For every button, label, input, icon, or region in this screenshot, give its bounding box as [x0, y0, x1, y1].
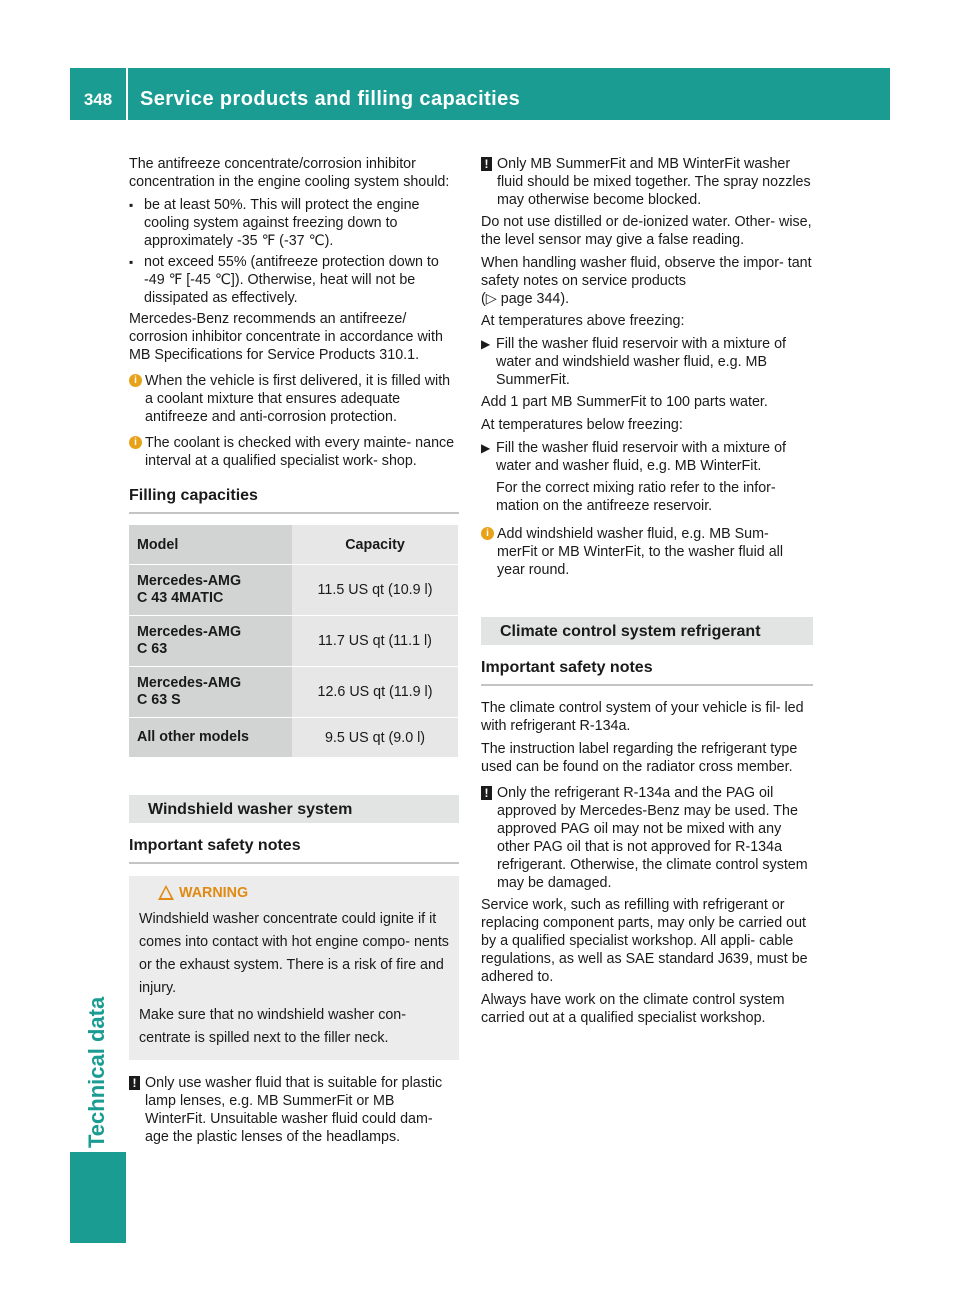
exclamation-icon: !	[481, 157, 492, 171]
table-row	[129, 565, 458, 616]
bullet-icon: ▪	[129, 255, 134, 269]
table-row	[129, 616, 458, 667]
info-icon: i	[129, 436, 142, 449]
bullet-item	[129, 196, 459, 250]
filling-capacities-heading: Filling capacities	[129, 486, 459, 514]
info-note	[129, 434, 459, 470]
step-arrow-icon: ▶	[481, 337, 491, 351]
capacity-cell: 11.7 US qt (11.1 l)	[292, 616, 458, 667]
instruction-step	[481, 439, 813, 475]
model-line-2: C 63 S	[137, 692, 181, 708]
instruction-label-text: The instruction label regarding the refrigerant type used can be found on the radiator cross member.	[481, 741, 798, 775]
instruction-step	[481, 335, 813, 389]
model-cell	[129, 667, 292, 718]
step-text: Fill the washer fluid reservoir with a mixture of water and washer fluid, e.g. MB WinterFit.	[496, 440, 787, 474]
distilled-water-text: Do not use distilled or de-ionized water. Other- wise, the level sensor may give a false reading.	[481, 214, 812, 248]
info-icon: i	[481, 527, 494, 540]
info-note-text: The coolant is checked with every mainte- nance interval at a qualified specialist work- shop.	[145, 435, 455, 469]
warning-box	[129, 876, 459, 1060]
chapter-label-text: Technical data	[84, 996, 109, 1148]
mixing-ratio-text: Add 1 part MB SummerFit to 100 parts water.	[481, 394, 768, 410]
exclamation-icon: !	[129, 1076, 140, 1090]
caution-text: Only the refrigerant R-134a and the PAG oil approved by Mercedes-Benz may be used. The approved PAG oil may not be mixed with any other PAG oil that is not approved for R-134a refrigerant. Otherwise, the climate control system may be damaged.	[497, 785, 808, 891]
page-title: Service products and filling capacities	[140, 88, 521, 110]
handling-text	[481, 254, 813, 308]
step-text: Fill the washer fluid reservoir with a mixture of water and windshield washer fluid, e.g. MB SummerFit.	[496, 336, 787, 388]
recommendation-text: Mercedes-Benz recommends an antifreeze/ corrosion inhibitor concentrate in accordance with MB Specifications for Service Products 310.1.	[129, 311, 443, 363]
above-freezing-text: At temperatures above freezing:	[481, 313, 685, 329]
right-column	[481, 155, 813, 1032]
info-note	[481, 525, 813, 579]
bullet-icon: ▪	[129, 198, 134, 212]
caution-note	[481, 155, 813, 209]
column-header-model: Model	[129, 525, 292, 565]
page-ref-arrow: (▷	[481, 291, 497, 307]
warning-text: Make sure that no windshield washer con- centrate is spilled next to the filler neck.	[139, 1007, 407, 1046]
page-number: 348	[83, 90, 113, 109]
exclamation-icon: !	[481, 786, 492, 800]
caution-note	[481, 784, 813, 892]
caution-text: Only MB SummerFit and MB WinterFit washer fluid should be mixed together. The spray nozzles may otherwise become blocked.	[497, 156, 811, 208]
specialist-workshop-text: Always have work on the climate control system carried out at a qualified specialist workshop.	[481, 992, 785, 1026]
caution-note	[129, 1074, 459, 1146]
climate-safety-heading: Important safety notes	[481, 658, 813, 686]
washer-safety-heading: Important safety notes	[129, 836, 459, 864]
service-work-text: Service work, such as refilling with refrigerant or replacing component parts, may only be carried out by a qualified specialist workshop. All appli- cable regulations, as well as SAE standard J639, must be adhered to.	[481, 897, 808, 985]
capacity-cell: 11.5 US qt (10.9 l)	[292, 565, 458, 616]
washer-system-band: Windshield washer system	[129, 795, 459, 823]
warning-triangle-icon	[158, 885, 174, 900]
chapter-label	[84, 997, 110, 1148]
left-column	[129, 155, 459, 1154]
bullet-text: not exceed 55% (antifreeze protection down to -49 ℉ [-45 ℃]). Otherwise, heat will not be dissipated as effectively.	[144, 254, 439, 306]
model-cell: All other models	[129, 718, 292, 758]
model-line-1: Mercedes-AMG	[137, 573, 242, 589]
caution-text: Only use washer fluid that is suitable for plastic lamp lenses, e.g. MB SummerFit or MB WinterFit. Unsuitable washer fluid could dam- age the plastic lenses of the headlamps.	[145, 1075, 443, 1145]
model-line-1: Mercedes-AMG	[137, 675, 242, 691]
bullet-text: be at least 50%. This will protect the engine cooling system against freezing down to approximately -35 ℉ (-37 ℃).	[144, 197, 420, 249]
header-divider	[126, 68, 128, 120]
capacity-cell: 9.5 US qt (9.0 l)	[292, 718, 458, 758]
warning-text: Windshield washer concentrate could ignite if it comes into contact with hot engine compo- nents or the exhaust system. There is a risk of fire and injury.	[139, 911, 449, 996]
chapter-tab	[70, 1152, 126, 1243]
step-subtext: For the correct mixing ratio refer to the infor- mation on the antifreeze reservoir.	[496, 480, 776, 514]
climate-refrigerant-text: The climate control system of your vehicle is fil- led with refrigerant R-134a.	[481, 700, 804, 734]
step-arrow-icon: ▶	[481, 441, 491, 455]
bullet-item	[129, 253, 459, 307]
model-line-2: C 43 4MATIC	[137, 590, 224, 606]
capacity-table	[129, 525, 458, 758]
antifreeze-intro: The antifreeze concentrate/corrosion inhibitor concentration in the engine cooling system should:	[129, 156, 450, 190]
model-line-1: Mercedes-AMG	[137, 624, 242, 640]
column-header-capacity: Capacity	[292, 525, 458, 565]
capacity-cell: 12.6 US qt (11.9 l)	[292, 667, 458, 718]
model-cell	[129, 565, 292, 616]
table-row	[129, 667, 458, 718]
climate-control-band: Climate control system refrigerant	[481, 617, 813, 645]
below-freezing-text: At temperatures below freezing:	[481, 417, 683, 433]
info-note-text: When the vehicle is first delivered, it is filled with a coolant mixture that ensures adequate antifreeze and anti-corrosion protection.	[145, 373, 451, 425]
info-note-text: Add windshield washer fluid, e.g. MB Sum- merFit or MB WinterFit, to the washer fluid all year round.	[497, 526, 784, 578]
model-cell	[129, 616, 292, 667]
warning-title-text: WARNING	[179, 885, 249, 901]
page-reference-link[interactable]: page 344).	[500, 291, 570, 307]
handling-text-main: When handling washer fluid, observe the impor- tant safety notes on service products	[481, 255, 812, 289]
warning-title	[139, 884, 449, 902]
table-header-row	[129, 525, 458, 565]
info-note	[129, 372, 459, 426]
table-row	[129, 718, 458, 758]
model-line-2: C 63	[137, 641, 168, 657]
page-header	[70, 68, 890, 120]
info-icon: i	[129, 374, 142, 387]
